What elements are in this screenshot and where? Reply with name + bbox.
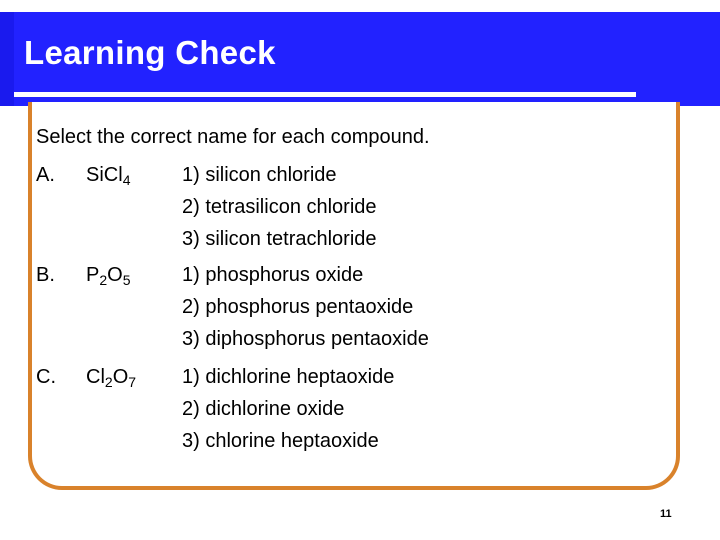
question-c-option-3: 3) chlorine heptaoxide xyxy=(182,430,379,452)
question-c-option-2: 2) dichlorine oxide xyxy=(182,398,345,420)
formula-element: Cl xyxy=(103,164,123,186)
instructions: Select the correct name for each compound. xyxy=(36,126,430,148)
question-b-letter: B. xyxy=(36,264,55,286)
title-underline xyxy=(14,92,636,97)
formula-subscript: 5 xyxy=(122,272,131,288)
formula-subscript: 7 xyxy=(128,374,137,390)
question-c-letter: C. xyxy=(36,366,56,388)
title-bar-accent xyxy=(0,12,14,106)
formula-subscript: 2 xyxy=(104,374,113,390)
formula-subscript: 2 xyxy=(99,272,108,288)
question-b-option-2: 2) phosphorus pentaoxide xyxy=(182,296,414,318)
question-b-formula xyxy=(86,260,131,290)
question-a-option-3: 3) silicon tetrachloride xyxy=(182,228,377,250)
question-a-option-2: 2) tetrasilicon chloride xyxy=(182,196,377,218)
question-a-letter: A. xyxy=(36,164,55,186)
page-number: 11 xyxy=(660,508,672,520)
question-c-option-1: 1) dichlorine heptaoxide xyxy=(182,366,395,388)
question-b-option-3: 3) diphosphorus pentaoxide xyxy=(182,328,429,350)
slide-title: Learning Check xyxy=(24,34,276,71)
question-a-option-1: 1) silicon chloride xyxy=(182,164,337,186)
formula-element: Si xyxy=(86,164,104,186)
question-b-option-1: 1) phosphorus oxide xyxy=(182,264,364,286)
formula-element: O xyxy=(112,366,129,388)
question-a-formula xyxy=(86,160,130,190)
formula-element: O xyxy=(107,264,123,286)
question-c-formula xyxy=(86,362,136,392)
formula-element: P xyxy=(86,264,100,286)
formula-element: Cl xyxy=(86,366,105,388)
formula-subscript: 4 xyxy=(122,172,131,188)
